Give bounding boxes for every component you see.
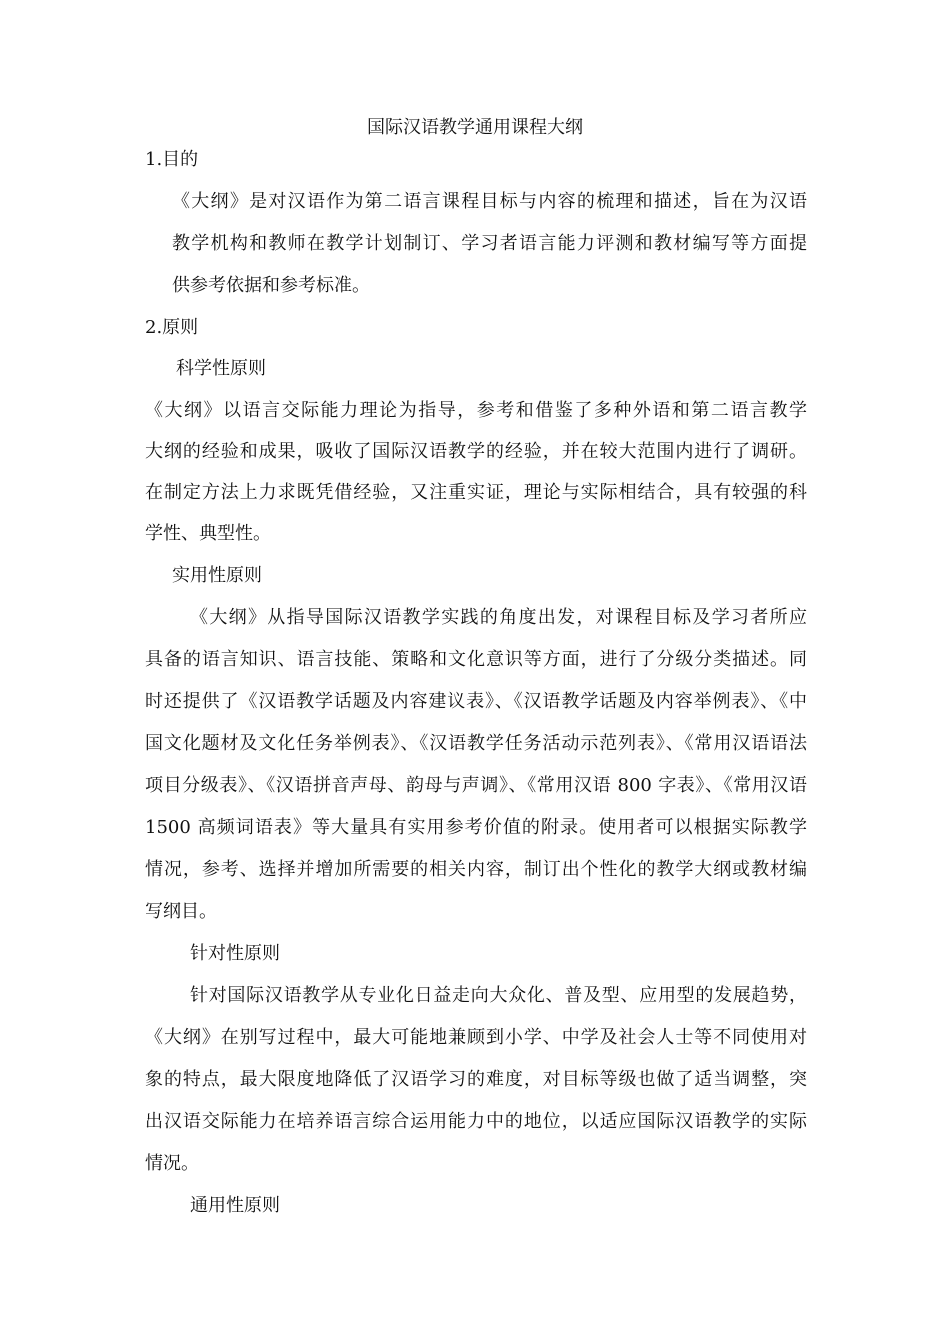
paragraph-line: 《大纲》是对汉语作为第二语言课程目标与内容的梳理和描述，旨在为汉语 <box>172 191 807 212</box>
paragraph-line: 教学机构和教师在教学计划制订、学习者语言能力评测和教材编写等方面提 <box>172 233 807 254</box>
paragraph-line: 项目分级表》、《汉语拼音声母、韵母与声调》、《常用汉语 800 字表》、《常用汉语 <box>145 775 807 796</box>
paragraph-line: 情况，参考、选择并增加所需要的相关内容，制订出个性化的教学大纲或教材编 <box>145 859 807 880</box>
paragraph-line: 情况。 <box>145 1153 199 1174</box>
section-heading-principles: 2.原则 <box>145 317 199 338</box>
paragraph-line: 大纲的经验和成果，吸收了国际汉语教学的经验，并在较大范围内进行了调研。 <box>145 441 807 462</box>
subsection-heading-general: 通用性原则 <box>190 1195 280 1216</box>
document-title: 国际汉语教学通用课程大纲 <box>367 117 583 138</box>
paragraph-line: 时还提供了《汉语教学话题及内容建议表》、《汉语教学话题及内容举例表》、《中 <box>145 691 807 712</box>
paragraph-line: 《大纲》在别写过程中，最大可能地兼顾到小学、中学及社会人士等不同使用对 <box>145 1027 807 1048</box>
subsection-heading-scientific: 科学性原则 <box>176 358 266 379</box>
paragraph-line: 针对国际汉语教学从专业化日益走向大众化、普及型、应用型的发展趋势， <box>190 985 807 1006</box>
paragraph-line: 1500 高频词语表》等大量具有实用参考价值的附录。使用者可以根据实际教学 <box>145 817 807 838</box>
paragraph-line: 象的特点，最大限度地降低了汉语学习的难度，对目标等级也做了适当调整，突 <box>145 1069 807 1090</box>
paragraph-line: 在制定方法上力求既凭借经验，又注重实证，理论与实际相结合，具有较强的科 <box>145 482 807 503</box>
paragraph-line: 写纲目。 <box>145 901 217 922</box>
paragraph-line: 学性、典型性。 <box>145 523 271 544</box>
paragraph-line: 供参考依据和参考标准。 <box>172 275 370 296</box>
paragraph-line: 国文化题材及文化任务举例表》、《汉语教学任务活动示范列表》、《常用汉语语法 <box>145 733 807 754</box>
subsection-heading-practical: 实用性原则 <box>172 565 262 586</box>
paragraph-line: 出汉语交际能力在培养语言综合运用能力中的地位，以适应国际汉语教学的实际 <box>145 1111 807 1132</box>
paragraph-line: 《大纲》以语言交际能力理论为指导，参考和借鉴了多种外语和第二语言教学 <box>145 400 807 421</box>
subsection-heading-targeted: 针对性原则 <box>190 943 280 964</box>
section-heading-purpose: 1.目的 <box>145 149 199 170</box>
paragraph-line: 具备的语言知识、语言技能、策略和文化意识等方面，进行了分级分类描述。同 <box>145 649 807 670</box>
paragraph-line: 《大纲》从指导国际汉语教学实践的角度出发，对课程目标及学习者所应 <box>190 607 807 628</box>
